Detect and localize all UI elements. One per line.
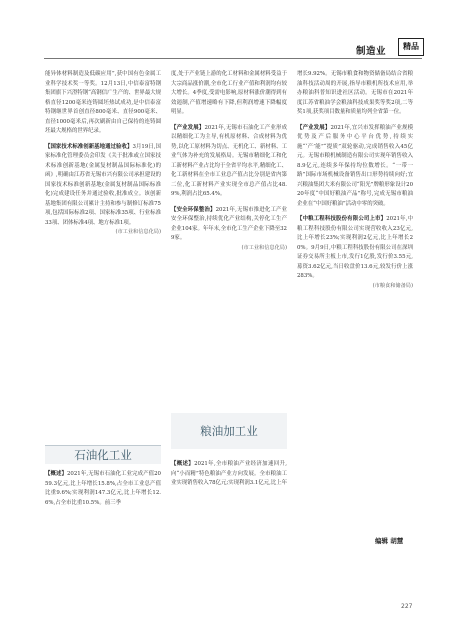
column-2 bbox=[171, 70, 287, 253]
section-heading: 【产业发展】 bbox=[297, 124, 331, 131]
column-1 bbox=[45, 70, 161, 238]
paragraph-text: 2021年,无锡市石油化工产业形成以精细化工为主导,有机原材料、合成材料为优势,以化工原材料为切点、无机化工、新材料、工业气体为补充的发展格局。无锡市精细化工和化工新材料产业占比均于全省平均水平,精细化工、化工新材料在全市工业总产值占比分别是省内第二位,化工新材料产业实现全市总产值占比48.9%,利润占比65.4%。 bbox=[171, 124, 287, 197]
section-heading: 【概述】 bbox=[45, 471, 67, 477]
paragraph bbox=[171, 124, 287, 200]
section-title-box: 石油化工业 bbox=[45, 445, 161, 464]
paragraph-text: 3月19日,国家标准化管理委员会印发《关于批准或立国家技术标准创新基地(金属复材制品国际标准化)的函》,明确由江苏省无锡市兴有限公司承担建设的国家技术标准创新基地(金属复材制品国际标准化)完成建设任务并通过验收,批准成立。该创新基地集团有限公司累计主持和参与制修订标准75项,包括国际标准2项、国家标准35项、行业标准33项、团体标准4项、地方标准1项。 bbox=[45, 143, 161, 226]
paragraph-text: 2021年,无锡市推进化工产业安全环保整治,持续优化产业结构,关停化工生产企业104家。年年末,全市化工生产企业下降至329家。 bbox=[171, 206, 287, 241]
section-title-box: 粮油加工业 bbox=[171, 413, 287, 449]
editor-credit: 编辑 胡慧 bbox=[375, 537, 404, 545]
paragraph bbox=[171, 206, 287, 244]
paragraph-text: 2021年,无锡市石油化工业完成产值2059.3亿元,比上年增长15.8%,占全市工业总产值比重9.6%;实现利润147.3亿元,比上年增长12.6%,占全市比重10.5%。前三季 bbox=[45, 471, 161, 506]
paragraph bbox=[45, 143, 161, 229]
source-note: (市工业和信息化局) bbox=[241, 244, 287, 251]
section-heading: 【概述】 bbox=[171, 461, 195, 467]
paragraph-text: 2021年,宜兴市发挥粮油产业规模优势及产后服务中心平台优势,持续实施“‘产’能”“提质”双轮驱动,完成销售收入45亿元。无锡市粮机械制造有限公司实现年销售收入8.9亿元,连续多年保持均位数增长。“一带一路”国际市场机械设备销售出口形势持续向好;宜兴粮油集团大米有限公司“阳光”牌粮形象设计2020年度“中国好粮油产品”称号,完成无锡市粮油企业在“中国好粮油”活动中零的突破。 bbox=[297, 124, 413, 207]
column-2-lower bbox=[171, 460, 287, 489]
paragraph bbox=[171, 460, 287, 489]
paragraph: 能异体材料制造及低碳应用”,获中国有色金属工业科学技术奖一等奖。12月13日,中信泰富特钢集团旗下兴澄特钢“高钢信广生产的、世界最大规格直径1200毫米连铸圆坯热试成功,是中信泰富特钢继世界首创直径800毫米、直径900毫米、直径1000毫米后,再次刷新由自己保持的连铸圆坯最大规格的世界纪录。 bbox=[45, 71, 161, 134]
column-3 bbox=[297, 70, 413, 291]
source-note: (市粮食和储备局) bbox=[372, 282, 413, 289]
section-heading: 【安全环保整治】 bbox=[171, 206, 216, 213]
paragraph bbox=[297, 215, 413, 282]
brand-logo: 精品 bbox=[398, 38, 424, 56]
source-note: (市工业和信息化局) bbox=[115, 229, 161, 235]
header-divider bbox=[44, 58, 422, 59]
page-number: 227 bbox=[401, 603, 413, 610]
section-heading: 【产业发展】 bbox=[171, 124, 205, 131]
section-title: 制造业 bbox=[356, 46, 387, 57]
paragraph-text: 2021年,全市粮油产业经济加速回升,向“小而精”特色粮油产业方向发展。全市粮油工业实现销售收入78亿元;实现利润3.1亿元,比上年 bbox=[171, 461, 287, 486]
paragraph: 度,处于产业链上游的化工材料和金属材料受益于大宗商品涨价潮,全市化工行业产值和利润均有较大增长。4季度,受需电影响,原材料涨价潮得到有效遏制,产值增速略有下降,但利润增速下降幅度明显。 bbox=[171, 71, 287, 115]
paragraph bbox=[45, 470, 161, 508]
section-heading: 【国家技术标准创新基地通过验收】 bbox=[45, 143, 133, 150]
paragraph bbox=[297, 124, 413, 210]
section-heading: 【中粮工程科技股份有限公司上市】 bbox=[297, 216, 387, 222]
paragraph: 增长9.92%。无锡市粮食和物资储备局结合省粮油科技活动周的开展,指导市粮机所技术应用,举办粮油科普知识进社区活动。无锡市在2021年度江苏省粮油学会粮油科技成果奖等奖2项,二等奖1项,获奖项目数量和质量均列全省第一位。 bbox=[297, 71, 413, 115]
column-1-lower bbox=[45, 470, 161, 508]
paragraph-text: 2021年,中粮工程科技股份有限公司实现营收收入23亿元,比上年增长23%;实现利润2亿元,比上年增长20%。9月9日,中粮工程科技股份有限公司在深圳证券交易所主板上市,发行1亿股,发行价3.55元,募资3.62亿元,当日收盘价13.6元,较发行价上涨283%。 bbox=[297, 216, 413, 279]
